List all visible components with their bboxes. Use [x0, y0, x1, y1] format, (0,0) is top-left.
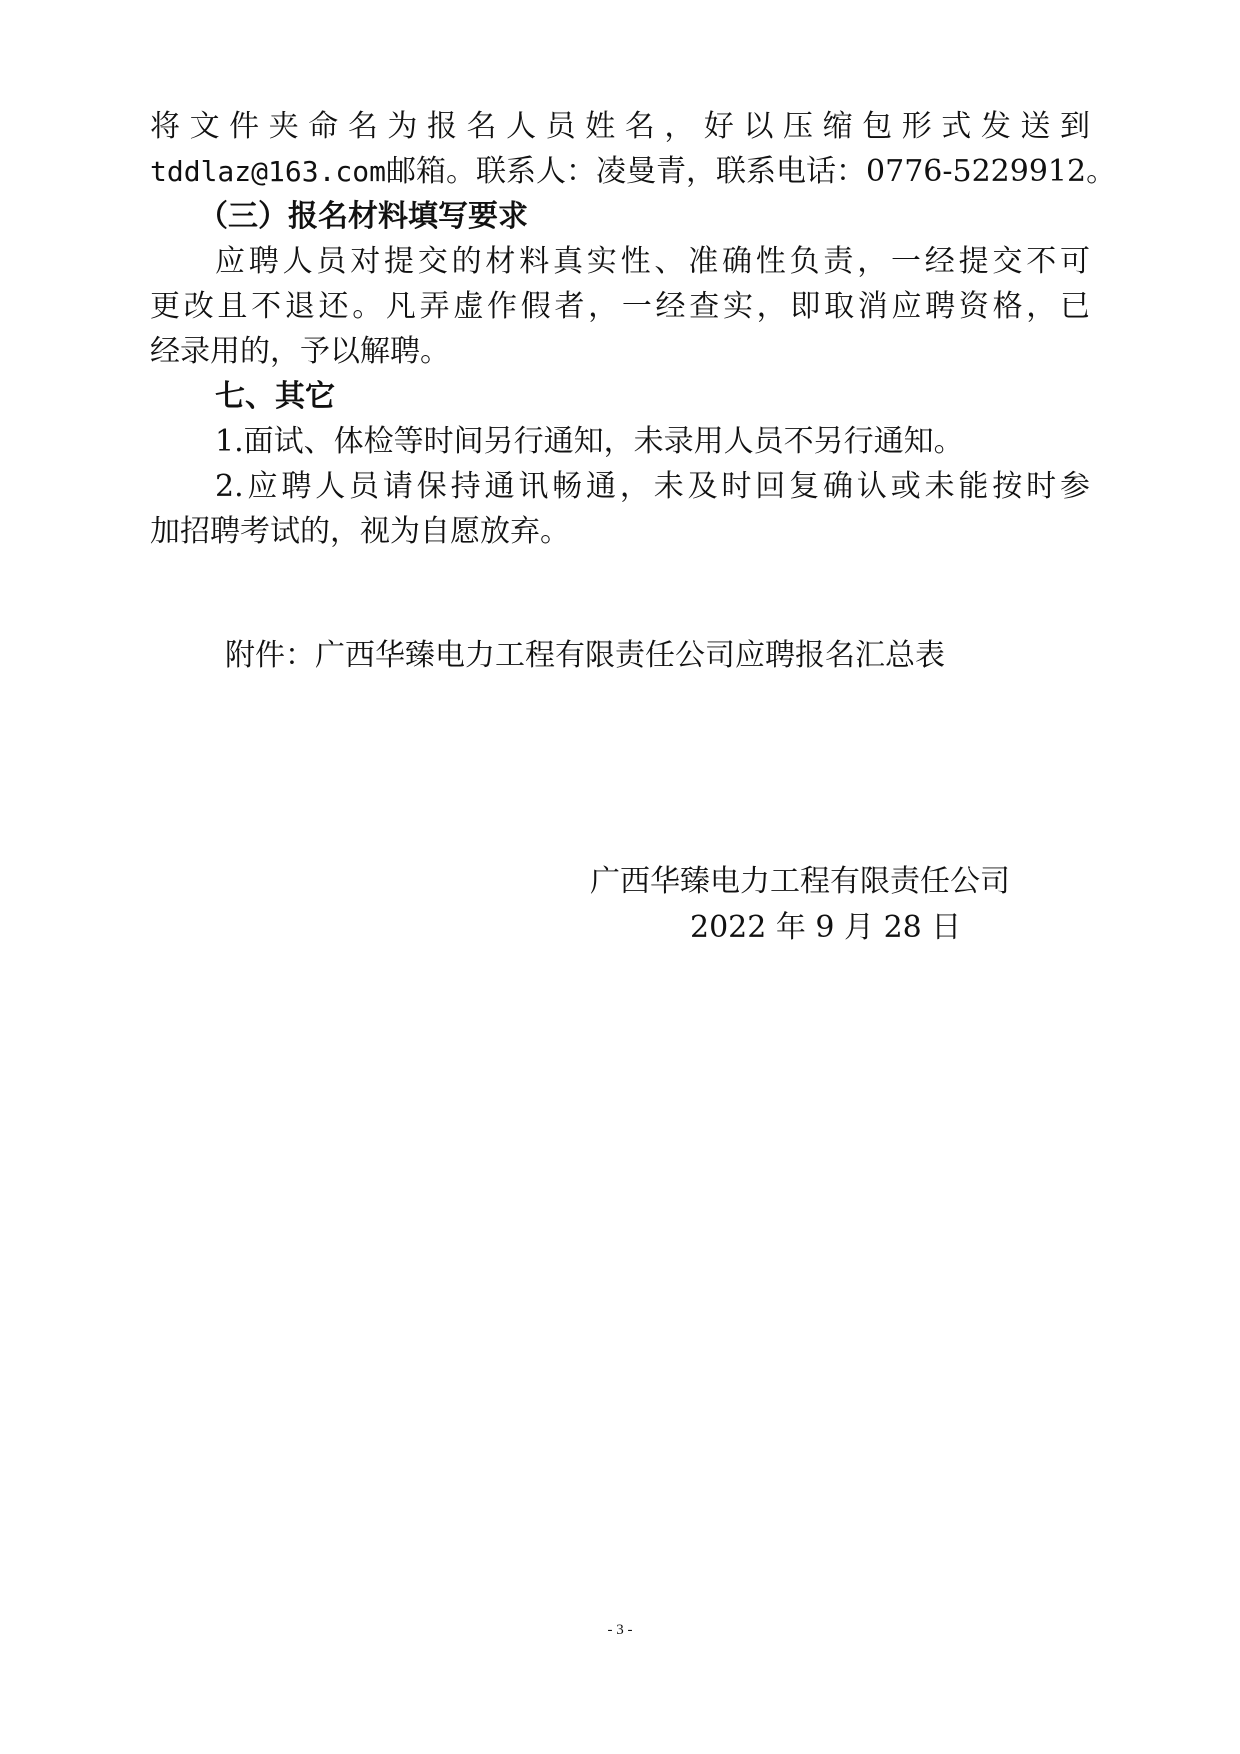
- item-1: 1.面试、体检等时间另行通知，未录用人员不另行通知。: [215, 424, 964, 459]
- email-address: tddlaz@163.com: [150, 155, 387, 188]
- attachment-note: 附件：广西华臻电力工程有限责任公司应聘报名汇总表: [225, 638, 945, 673]
- body-line-1: 将文件夹命名为报名人员姓名，好以压缩包形式发送到: [150, 109, 1090, 144]
- section-heading-3: （三）报名材料填写要求: [198, 199, 528, 234]
- para3-line-3: 经录用的，予以解聘。: [150, 334, 450, 369]
- body-line-2: [150, 152, 1117, 192]
- item-2-line-1: 2.应聘人员请保持通讯畅通，未及时回复确认或未能按时参: [215, 469, 1090, 504]
- para3-line-1: 应聘人员对提交的材料真实性、准确性负责，一经提交不可: [215, 244, 1090, 279]
- section-heading-7: 七、其它: [215, 379, 335, 414]
- item-2-line-2: 加招聘考试的，视为自愿放弃。: [150, 514, 570, 549]
- page-number: - 3 -: [607, 1622, 633, 1638]
- signature-date: 2022 年 9 月 28 日: [690, 910, 962, 945]
- contact-info: 邮箱。联系人：凌曼青，联系电话：0776-5229912。: [386, 154, 1117, 189]
- para3-line-2: 更改且不退还。凡弄虚作假者，一经查实，即取消应聘资格，已: [150, 289, 1090, 324]
- signature-company: 广西华臻电力工程有限责任公司: [590, 864, 1010, 899]
